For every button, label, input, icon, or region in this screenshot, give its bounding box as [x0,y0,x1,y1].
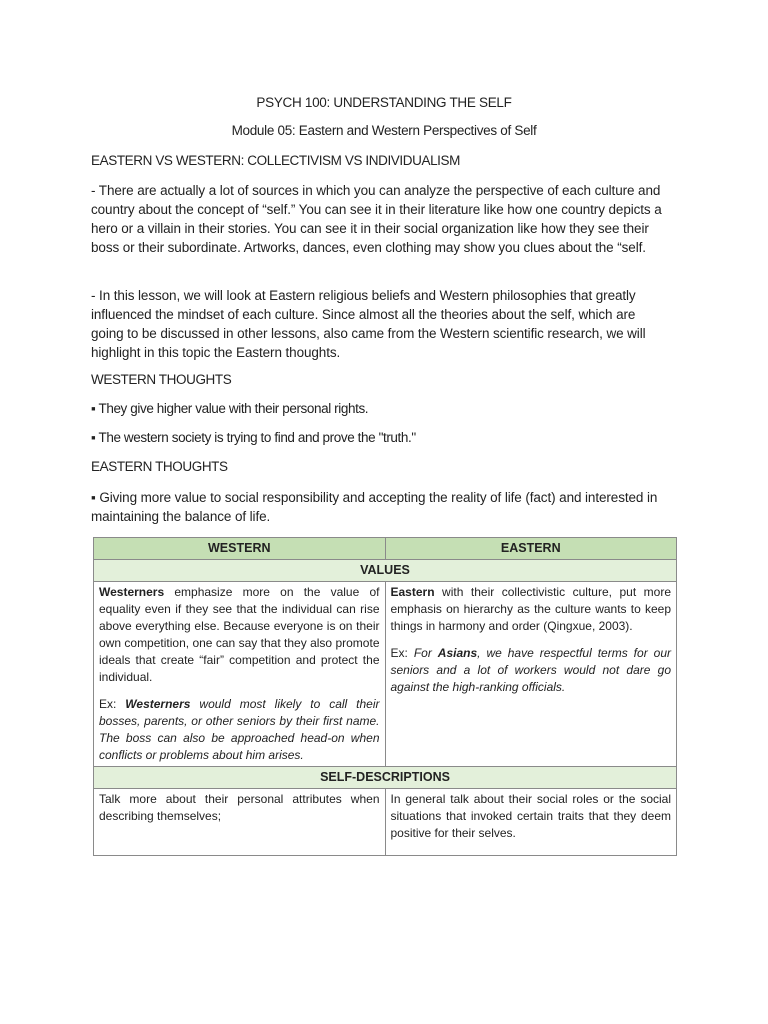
eastern-strong: Eastern [390,585,435,599]
bullet-western-1: ▪ They give higher value with their personal rights. [91,401,369,416]
column-header-western: WESTERN [94,538,386,560]
table-header-row [94,538,677,560]
values-western-cell [94,582,386,767]
self-western-cell: Talk more about their personal attributes when describing themselves; [94,789,386,856]
values-eastern-cell [385,582,677,767]
comparison-table [93,537,677,856]
self-eastern-cell: In general talk about their social roles or the social situations that invoked certain traits that they deem positive for their selves. [385,789,677,856]
eastern-text: with their collectivistic culture, put more emphasis on hierarchy as the culture wants to keep things in harmony and order (Qingxue, 2003). [390,585,671,633]
column-header-eastern: EASTERN [385,538,677,560]
example-text: , we have respectful terms for our seniors and a lot of workers would not dare go against the high-ranking officials. [390,646,671,694]
paragraph-sources: - There are actually a lot of sources in which you can analyze the perspective of each culture and country about the concept of “self.” You can see it in their literature like how one country depicts a hero or a villain in their stories. You can see it in their social organization like how they see their boss or their subordinate. Artworks, dances, even clothing may show you clues about the “self. [91,183,662,255]
values-eastern-example [391,645,672,696]
paragraph-lesson: - In this lesson, we will look at Eastern religious beliefs and Western philosophies that greatly influenced the mindset of each culture. Since almost all the theories about the self, which are going to be discussed in other lessons, also came from the Western scientific research, we will highlight in this topic the Eastern thoughts. [91,288,646,360]
values-eastern-text [391,584,672,635]
bullet-eastern-1: ▪ Giving more value to social responsibility and accepting the reality of life (fact) and interested in maintaining the balance of life. [91,490,658,524]
values-band-row [94,560,677,582]
section-heading-collectivism: EASTERN VS WESTERN: COLLECTIVISM VS INDIVIDUALISM [91,153,460,168]
example-pre: For [413,646,438,660]
example-text: would most likely to call their bosses, parents, or other seniors by their first name. The boss can also be approached head-on when conflicts or problems about him arises. [99,697,380,762]
values-band: VALUES [94,560,677,582]
western-strong: Westerners [99,585,165,599]
bullet-western-2: ▪ The western society is trying to find and prove the "truth." [91,430,416,445]
example-lead: Ex: [99,697,126,711]
values-western-text [99,584,380,686]
section-heading-western: WESTERN THOUGHTS [91,372,232,387]
table-row [94,582,677,767]
example-strong: Asians [437,646,478,660]
module-title: Module 05: Eastern and Western Perspectives of Self [231,123,537,138]
example-strong: Westerners [125,697,191,711]
table-row [94,789,677,856]
course-title: PSYCH 100: UNDERSTANDING THE SELF [256,95,512,110]
self-band-row [94,767,677,789]
western-text: emphasize more on the value of equality even if they see that the individual can rise above everything else. Because everyone is on their own competition, one can say that they also promote ideals that create “fair” competition and protect the individual. [99,585,380,684]
values-western-example [99,696,380,764]
example-lead: Ex: [390,646,414,660]
section-heading-eastern: EASTERN THOUGHTS [91,459,228,474]
self-descriptions-band: SELF-DESCRIPTIONS [94,767,677,789]
